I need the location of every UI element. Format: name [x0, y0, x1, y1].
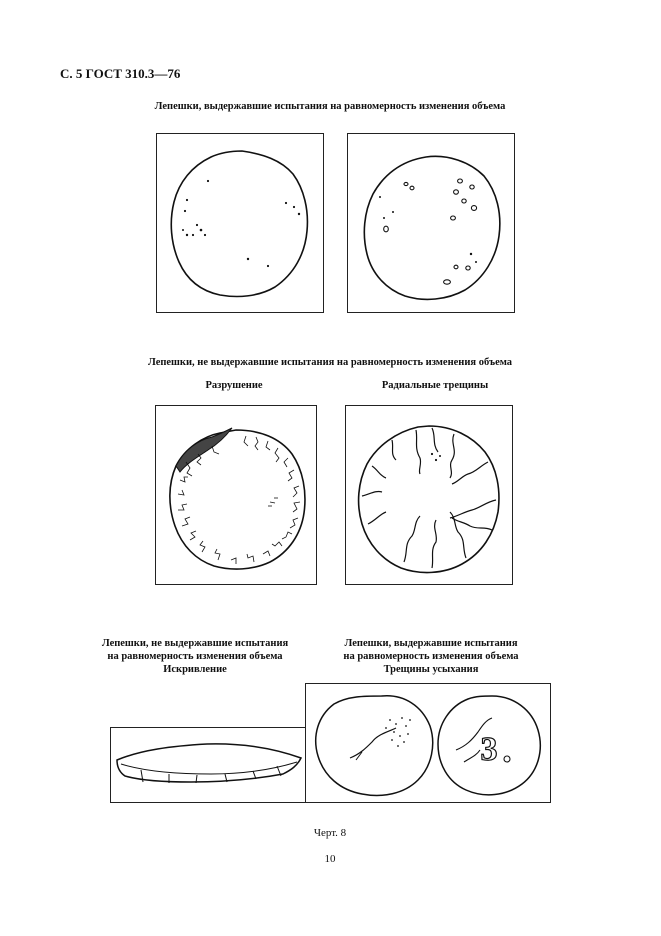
section1-caption: Лепешки, выдержавшие испытания на равномерность изменения объема	[154, 101, 506, 112]
intact-pat-drawing-right	[348, 134, 514, 312]
radial-cracks-pat-figure	[345, 405, 513, 585]
page-number: 10	[324, 853, 336, 865]
intact-pat-figure-left	[156, 133, 324, 313]
section2-caption: Лепешки, не выдержавшие испытания на равномерность изменения объема	[147, 357, 513, 368]
destruction-pat-drawing	[156, 406, 316, 584]
radial-cracks-label: Радиальные трещины	[381, 380, 489, 391]
intact-pat-drawing	[157, 134, 323, 312]
section3-right-line2: на равномерность изменения объема	[343, 651, 519, 662]
page-header: С. 5 ГОСТ 310.3—76	[60, 66, 181, 81]
section3-left-line1: Лепешки, не выдержавшие испытания	[101, 638, 289, 649]
curvature-pat-figure	[110, 727, 306, 803]
radial-cracks-pat-drawing	[346, 406, 512, 584]
shrinkage-cracks-drawing	[306, 684, 550, 802]
shrinkage-digit: 3	[480, 731, 498, 768]
section3-right-line3: Трещины усыхания	[383, 664, 479, 675]
destruction-label: Разрушение	[205, 380, 263, 391]
section3-right-line1: Лепешки, выдержавшие испытания	[344, 638, 518, 649]
curvature-pat-drawing	[111, 728, 305, 802]
figure-label: Черт. 8	[313, 827, 347, 839]
section3-left-caption	[90, 637, 300, 676]
section3-left-line2: на равномерность изменения объема	[107, 651, 283, 662]
shrinkage-cracks-figure	[305, 683, 551, 803]
destruction-pat-figure	[155, 405, 317, 585]
section3-left-line3: Искривление	[163, 664, 227, 675]
intact-pat-figure-right	[347, 133, 515, 313]
section3-right-caption	[326, 637, 536, 676]
